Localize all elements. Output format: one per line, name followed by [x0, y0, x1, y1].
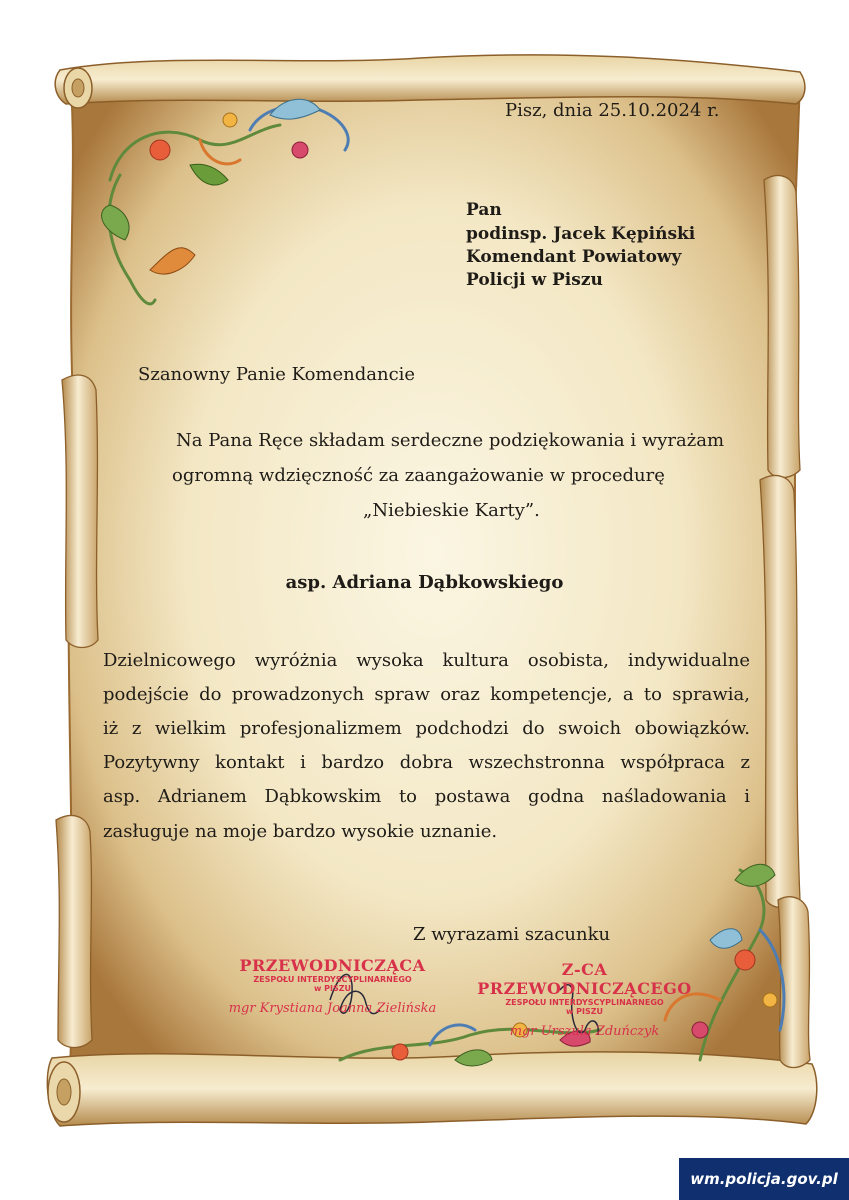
- intro-line: „Niebieskie Karty”.: [363, 500, 540, 521]
- body-line: iż z wielkim profesjonalizmem podchodzi do swoich obowiązków.: [103, 718, 750, 739]
- intro-line: ogromną wdzięczność za zaangażowanie w procedurę: [172, 465, 665, 486]
- closing-line: Z wyrazami szacunku: [413, 924, 611, 945]
- salutation: Szanowny Panie Komendancie: [138, 364, 416, 385]
- stamp-subtitle: w PISZU: [313, 984, 352, 993]
- stamp-subtitle: ZESPOŁU INTERDYSCYPLINARNEGO: [505, 998, 664, 1007]
- stamp-title: Z-CA PRZEWODNICZĄCEGO: [477, 960, 692, 998]
- letter-date: Pisz, dnia 25.10.2024 r.: [505, 100, 720, 121]
- body-line: Pozytywny kontakt i bardzo dobra wszechstronna współpraca z: [103, 752, 750, 773]
- body-line: zasługuje na moje bardzo wysokie uznanie.: [103, 821, 498, 842]
- stamp-subtitle: w PISZU: [565, 1007, 604, 1016]
- body-line: podejście do prowadzonych spraw oraz kompetencje, a to sprawia,: [103, 684, 750, 705]
- body-line: asp. Adrianem Dąbkowskim to postawa godna naśladowania i: [103, 786, 750, 807]
- recipient-line: Komendant Powiatowy: [466, 247, 682, 267]
- recipient-line: Pan: [466, 200, 502, 220]
- stamp-deputy: [462, 960, 707, 1039]
- stamp-name: mgr Urszula Zduńczyk: [509, 1024, 660, 1039]
- honoree-name: asp. Adriana Dąbkowskiego: [285, 572, 564, 593]
- recipient-line: podinsp. Jacek Kępiński: [466, 224, 696, 244]
- body-line: Dzielnicowego wyróżnia wysoka kultura osobista, indywidualne: [103, 650, 750, 671]
- intro-line: Na Pana Ręce składam serdeczne podziękowania i wyrażam: [176, 430, 725, 451]
- stamp-chairwoman: [215, 956, 450, 1016]
- stamp-subtitle: ZESPOŁU INTERDYSCYPLINARNEGO: [253, 975, 412, 984]
- recipient-line: Policji w Piszu: [466, 270, 603, 290]
- site-watermark: wm.policja.gov.pl: [679, 1158, 849, 1200]
- stamp-title: PRZEWODNICZĄCA: [239, 956, 426, 975]
- stamp-name: mgr Krystiana Joanna Zielińska: [228, 1001, 437, 1016]
